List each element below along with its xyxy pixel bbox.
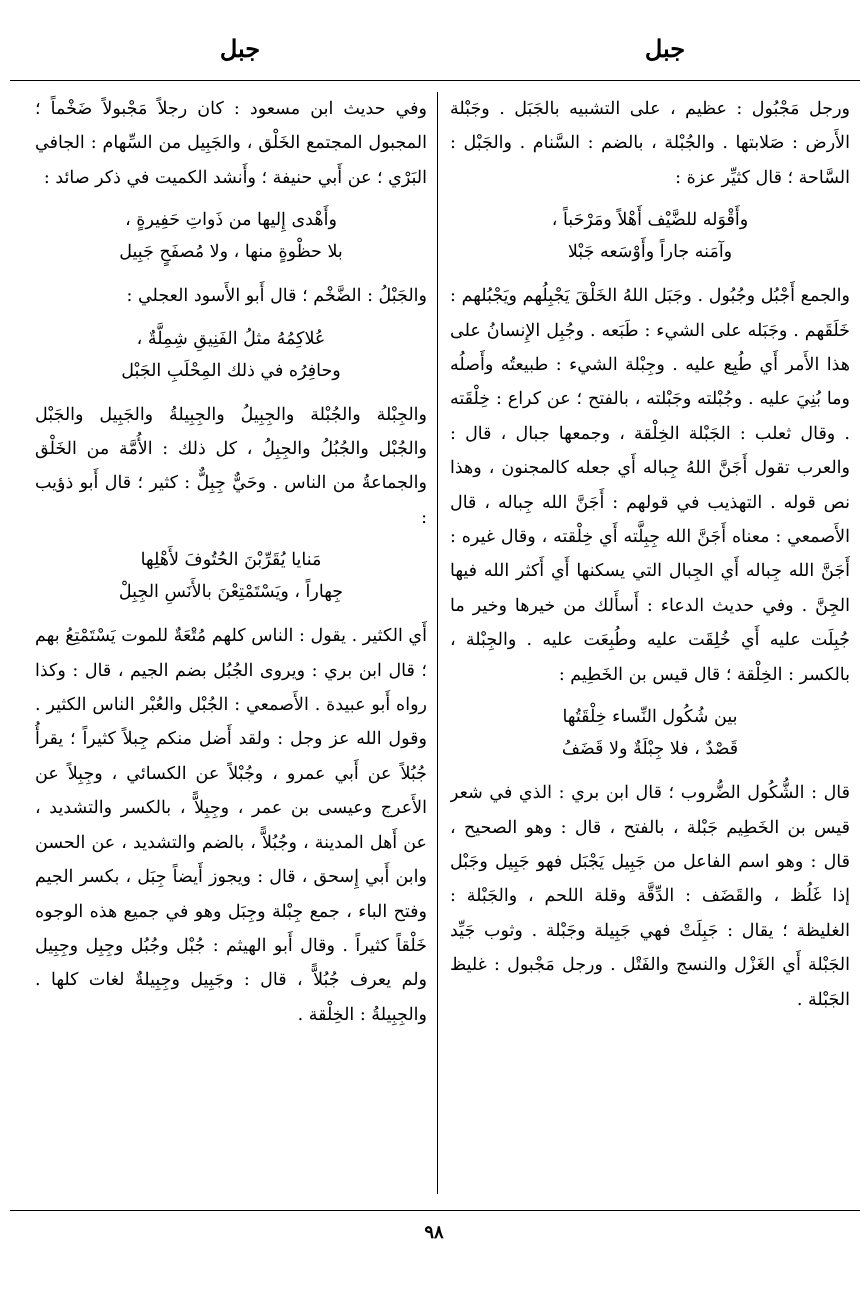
right-paragraph-2: والجمع أَجْبُل وجُبُول . وجَبَل اللهُ الخَلْقَ يَجْبِلُهم ويَجْبُلهم : خَلَقَهم . وجَبَله على الشيء : طَبَعه . وجُبِل الإِنسانُ على هذا الأَمر أَي طُبِع عليه . وجِبْلة الشيء : طبيعتُه وأَصلُه وما بُنِيَ عليه . وجُبْلته وجَبْلته ، بالفتح ؛ عن كراع : خِلْقَته . وقال ثعلب : الجَبْلة الخِلْقة ، وجمعها جبال ، قال : والعرب تقول أَجَنَّ اللهُ جِباله أَي جعله كالمجنون ، وهذا نص قوله . التهذيب في قولهم : أَجَنَّ الله جِباله ، قال الأَصمعي : معناه أَجَنَّ الله جِبِلَّته أَي خِلْقته ، وقال غيره : أَجَنَّ الله جِباله أَي الجِبال التي يسكنها أَي أَكثر الله فيها الجِنَّ . وفي حديث الدعاء : أَسأَلك من خيرها وخير ما جُبِلَت عليه أَي خُلِقَت عليه وطُبِعَت عليه . والجِبْلة ، بالكسر : الخِلْقة ؛ قال قيس بن الخَطِيم : <box>450 286 850 685</box>
header-entry-left: جبل <box>219 34 261 63</box>
left-paragraph-4: أَي الكثير . يقول : الناس كلهم مُتْعَةٌ للموت يَسْتَمْتِعُ بهم ؛ قال ابن بري : ويروى الجُبُل بضم الجيم ، قال : وكذا رواه أَبو عبيدة . الأَصمعي : الجُبْل والعُبْر الناس الكثير . وقول الله عز وجل : ولقد أَضل منكم جِبلاً كثيراً ؛ يقرأُ جُبُلاً عن أَبي عمرو ، وجُبْلاً عن الكسائي ، وجِبِلاً عن الأَعرج وعيسى بن عمر ، وجِبِلاًّ ، بالكسر والتشديد ، عن أَهل المدينة ، وجُبُلاًّ ، بالضم والتشديد ، عن الحسن وابن أَبي إِسحق ، قال : ويجوز أَيضاً جِبَل ، بكسر الجيم وفتح الباء ، جمع جِبْلة وجِبَل وهو في جميع هذه الوجوه خَلْقاً كثيراً . وقال أَبو الهيثم : جُبْل وجُبُل وجِبِل وجِبِيل ولم يعرف جُبُلاًّ ، قال : وجَبِيل وجِبِيلةٌ لغات كلها . والجِبِيلةُ : الخِلْقة . <box>35 626 427 1025</box>
verse-line: قَصْدٌ ، فلا جِبْلَةٌ ولا قَضَفُ <box>561 739 739 760</box>
column-divider <box>437 92 438 1194</box>
left-paragraph-1: وفي حديث ابن مسعود : كان رجلاً مَجْبولاً ضَخْماً ؛ المجبول المجتمع الخَلْق ، والجَبِيل من السِّهام : الجافي البَرْي ؛ عن أَبي حنيفة ؛ وأَنشد الكميت في ذكر صائد : <box>35 99 427 188</box>
header-entry-right: جبل <box>644 34 686 63</box>
verse-line: بين شُكُول النِّساء خِلْقَتُها <box>562 707 738 728</box>
left-verse-1 <box>35 204 427 268</box>
right-verse-2 <box>450 701 850 765</box>
left-paragraph-3: والجِبْلة والجُبْلة والجِبِيلُ والجِبِيلةُ والجَبِيل والجَبْل والجُبْل والجُبُلُ والجِبِلُ ، كل ذلك : الأُمَّة من الخَلْق والجماعةُ من الناس . وحَيٌّ جِبِلٌّ : كثير ؛ قال أَبو ذؤيب : <box>35 404 427 528</box>
verse-line: وأَقْوَله للضَّيْف أَهْلاً ومَرْحَباً ، <box>551 210 749 231</box>
page-header <box>0 34 867 74</box>
left-paragraph-2: والجَبْلُ : الضَّخْم ؛ قال أَبو الأَسود العجلي : <box>126 286 427 307</box>
verse-line: بلا حظْوةٍ منها ، ولا مُصفَحٍ جَبِيل <box>119 242 343 263</box>
header-rule <box>10 80 860 81</box>
verse-line: وحافِرُه في ذلك المِحْلَبِ الجَبْل <box>121 360 341 381</box>
left-column <box>35 92 427 1197</box>
right-paragraph-3: قال : الشُّكُول الضُّروب ؛ قال ابن بري : الذي في شعر قيس بن الخَطِيم جَبْلة ، بالفتح ، قال : وهو الصحيح ، قال : وهو اسم الفاعل من جَبِيل يَجْبَل فهو جَبِيل وجَبْل إذا غَلُظ ، والقَضَف : الدِّقَّة وقلة اللحم ، والجَبْلة : الغليظة ؛ يقال : جَبِلَتْ فهي جَبِيلة وجَبْلة . وثوب جَيِّد الجَبْلة أَي الغَزْل والنسج والفَتْل . ورجل مَجْبول : غليظ الجَبْلة . <box>450 783 850 1010</box>
verse-line: عُلاكِمُهُ مثلُ الفَنِيقِ شِمِلَّةٌ ، <box>136 328 326 349</box>
page-number: ٩٨ <box>424 1222 444 1243</box>
right-verse-1 <box>450 204 850 268</box>
right-column <box>450 92 850 1197</box>
left-verse-3 <box>35 544 427 608</box>
verse-line: وأَهْدى إِليها من ذَواتِ حَفِيرةٍ ، <box>125 210 337 231</box>
verse-line: مَنايا يُقَرِّبْنَ الحُتُوفَ لأَهْلِها <box>140 550 322 571</box>
footer-rule <box>10 1210 860 1211</box>
verse-line: وآمَنه جاراً وأَوْسَعه جَبْلا <box>567 242 733 263</box>
left-verse-2 <box>35 323 427 387</box>
verse-line: جِهاراً ، ويَسْتَمْتِعْنَ بالأَنَسِ الجِبِلْ <box>118 582 344 603</box>
right-paragraph-1: ورجل مَجْبُول : عظيم ، على التشبيه بالجَبَل . وجَبْلة الأَرض : صَلابتها . والجُبْلة ، بالضم : السَّنام . والجَبْل : السَّاحة ؛ قال كثيِّر عزة : <box>450 99 850 188</box>
